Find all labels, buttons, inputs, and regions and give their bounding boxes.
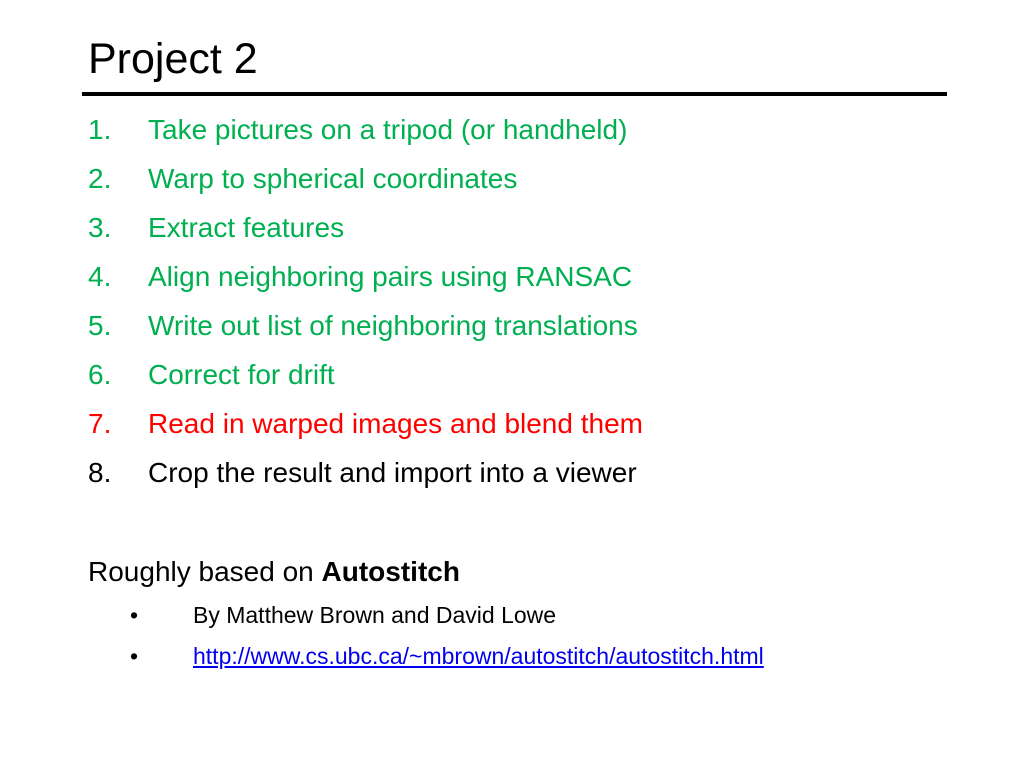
step-number: 8. [88, 457, 112, 488]
step-text: Warp to spherical coordinates [148, 163, 518, 194]
step-number: 4. [88, 261, 112, 292]
autostitch-link[interactable]: http://www.cs.ubc.ca/~mbrown/autostitch/autostitch.html [193, 643, 764, 669]
step-text: Align neighboring pairs using RANSAC [148, 261, 633, 292]
title-underline [82, 92, 947, 96]
authors-text: By Matthew Brown and David Lowe [193, 602, 557, 628]
step-number: 7. [88, 408, 112, 439]
based-on-prefix: Roughly based on [88, 556, 322, 587]
step-number: 2. [88, 163, 112, 194]
step-text: Correct for drift [148, 359, 335, 390]
based-on-line [88, 552, 460, 592]
autostitch-name: Autostitch [321, 556, 460, 587]
bullet-dot: • [130, 602, 139, 628]
slide-title: Project 2 [88, 35, 258, 83]
step-text: Read in warped images and blend them [148, 408, 643, 439]
step-number: 1. [88, 114, 112, 145]
bullet-dot: • [130, 643, 139, 669]
step-number: 3. [88, 212, 112, 243]
step-text: Take pictures on a tripod (or handheld) [148, 114, 628, 145]
step-text: Extract features [148, 212, 345, 243]
step-number: 5. [88, 310, 112, 341]
step-text: Write out list of neighboring translations [148, 310, 638, 341]
step-number: 6. [88, 359, 112, 390]
step-text: Crop the result and import into a viewer [148, 457, 637, 488]
